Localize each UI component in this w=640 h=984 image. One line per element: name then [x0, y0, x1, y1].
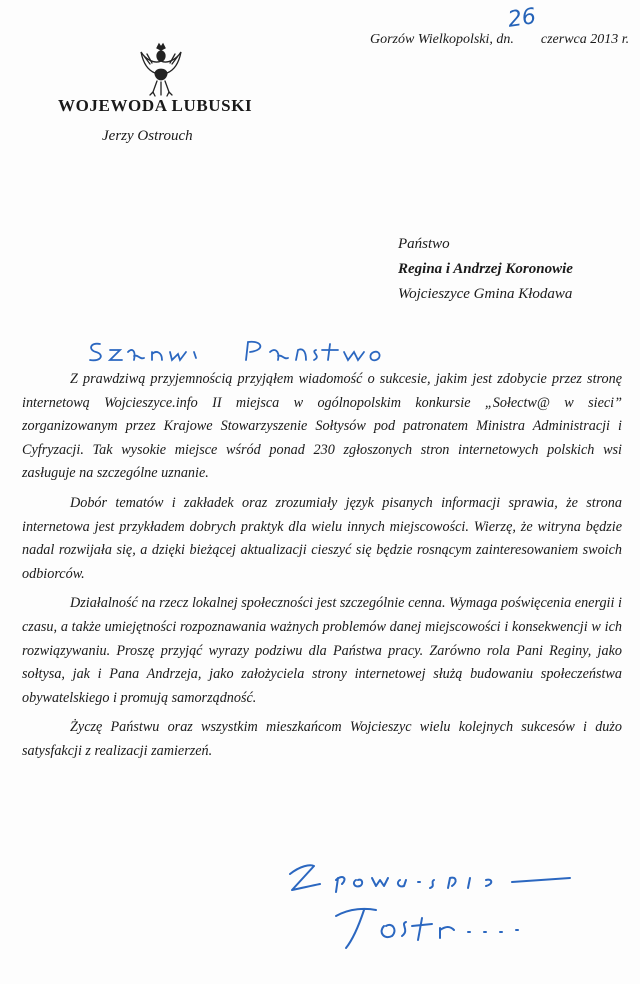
paragraph: Dobór tematów i zakładek oraz zrozumiały język pisanych informacji sprawia, że strona internetowa jest przykładem dobrych praktyk dla wielu innych miejscowości. Wierzę, że witryna będzie nadal rozwijała się, a dzięki bieżącej aktualizacji cieszyć się będzie rosnącym zainteresowaniem swoich odbiorców.	[22, 494, 622, 582]
office-title: WOJEWODA LUBUSKI	[58, 96, 253, 115]
paragraph: Życzę Państwu oraz wszystkim mieszkańcom Wojcieszyc wielu kolejnych sukcesów i dużo satysfakcji z realizacji zamierzeń.	[22, 719, 622, 759]
recipient-line-1: Państwo	[398, 236, 450, 252]
polish-eagle-emblem-icon	[138, 42, 184, 98]
paragraph: Z prawdziwą przyjemnością przyjąłem wiadomość o sukcesie, jakim jest zdobycie przez stronę internetową Wojcieszyce.info II miejsca w ogólnopolskim konkursie „Sołectw@ w sieci” zorganizowanym przez Krajowe Stowarzyszenie Sołtysów pod patronatem Ministra Administracji i Cyfryzacji. Tak wysokie miejsce wśród ponad 230 zgłoszonych stron internetowych polskich wsi zasługuje na szczególne uznanie.	[22, 371, 622, 482]
letter-body	[22, 368, 622, 770]
recipient-names: Regina i Andrzej Koronowie	[398, 261, 573, 277]
author-name: Jerzy Ostrouch	[102, 128, 193, 144]
paragraph: Działalność na rzecz lokalnej społeczności jest szczególnie cenna. Wymaga poświęcenia energii i czasu, a także umiejętności rozpoznawania ważnych problemów danej miejscowości i konsekwencji w ich rozwiązywaniu. Proszę przyjąć wyrazy podziwu dla Państwa pracy. Zarówno rola Pani Reginy, jako sołtysa, jak i Pana Andrzeja, jako założyciela strony internetowej służą budowaniu społeczeństwa obywatelskiego i promują samorządność.	[22, 595, 622, 706]
handwritten-day: 26	[506, 4, 538, 33]
recipient-block	[398, 232, 573, 307]
place-date	[370, 32, 629, 48]
recipient-address: Wojcieszyce Gmina Kłodawa	[398, 286, 573, 302]
place-date-suffix: czerwca 2013 r.	[540, 32, 630, 47]
place-date-prefix: Gorzów Wielkopolski, dn.	[370, 32, 514, 47]
